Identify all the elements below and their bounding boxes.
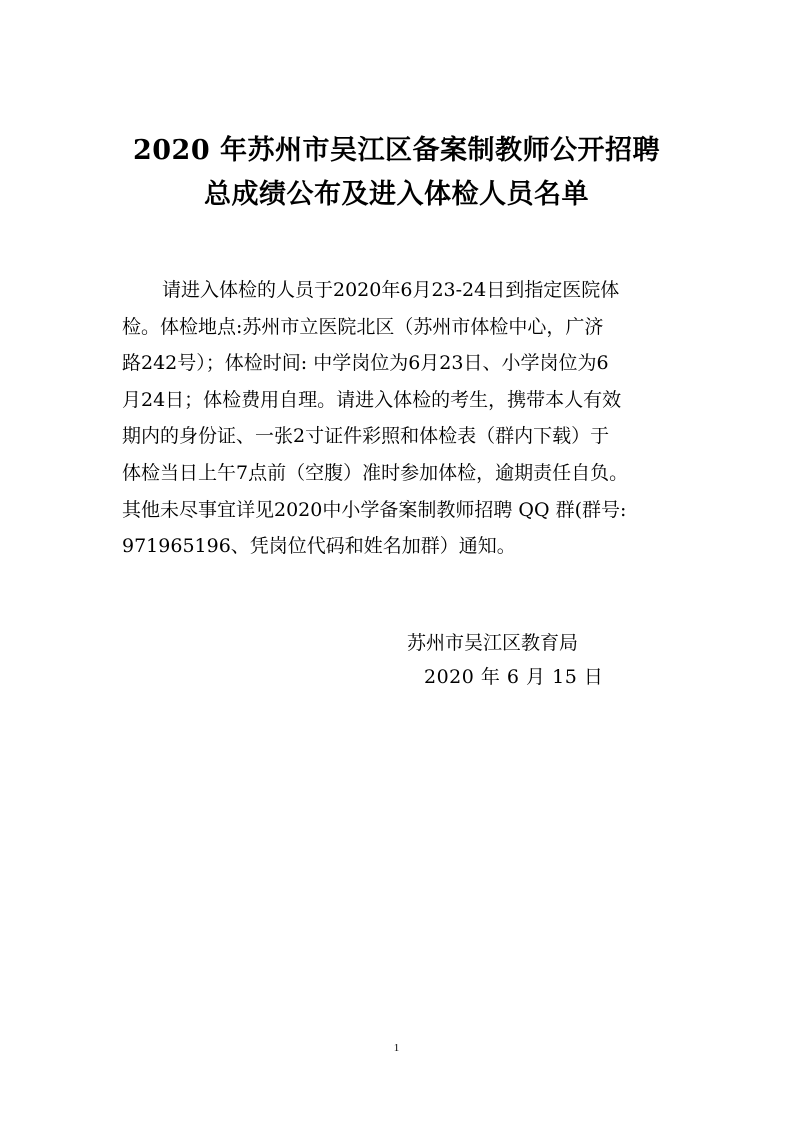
paragraph-line: 体检当日上午7点前（空腹）准时参加体检，逾期责任自负。 (122, 461, 629, 484)
page-number: 1 (393, 1042, 400, 1054)
signature-organization: 苏州市吴江区教育局 (407, 632, 579, 654)
paragraph-line: 期内的身份证、一张2寸证件彩照和体检表（群内下载）于 (122, 425, 610, 448)
paragraph-line: 其他未尽事宜详见2020中小学备案制教师招聘 QQ 群(群号: (122, 498, 627, 521)
paragraph-line: 月24日；体检费用自理。请进入体检的考生，携带本人有效 (122, 388, 622, 411)
notice-paragraph (122, 272, 682, 565)
paragraph-line: 请进入体检的人员于2020年6月23-24日到指定医院体 (162, 279, 620, 301)
signature-date: 2020 年 6 月 15 日 (424, 666, 604, 688)
document-title-line-2: 总成绩公布及进入体检人员名单 (204, 179, 589, 210)
paragraph-line: 路242号）；体检时间: 中学岗位为6月23日、小学岗位为6 (122, 352, 609, 375)
paragraph-line: 检。体检地点:苏州市立医院北区（苏州市体检中心，广济 (122, 315, 604, 338)
paragraph-line: 971965196、凭岗位代码和姓名加群）通知。 (122, 535, 516, 558)
document-title-line-1: 2020 年苏州市吴江区备案制教师公开招聘 (132, 135, 661, 166)
